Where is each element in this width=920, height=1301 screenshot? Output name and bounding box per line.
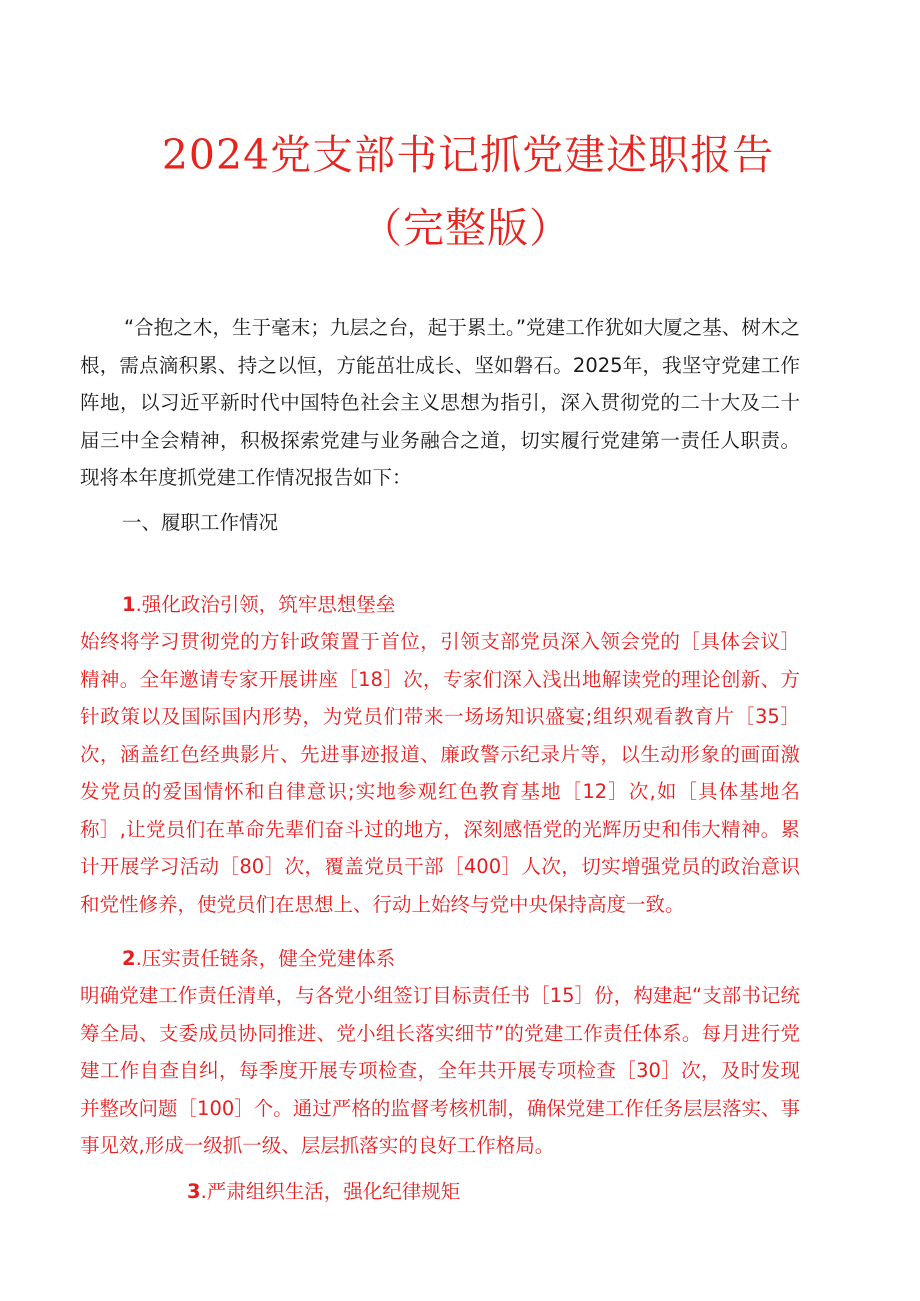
section-heading: 一、履职工作情况 (122, 511, 279, 534)
document-title: 2024党支部书记抓党建述职报告 (161, 131, 775, 179)
item-number: 1 (122, 593, 136, 616)
item-heading-2 (122, 940, 722, 978)
item-body-2: 明确党建工作责任清单，与各党小组签订目标责任书［15］份，构建起“支部书记统筹全局、支委成员协同推进、党小组长落实细节”的党建工作责任体系。每月进行党建工作自查自纠，每季度开展专项检查，全年共开展专项检查［30］次，及时发现并整改问题［100］个。通过严格的监督考核机制，确保党建工作任务层层落实、事事见效,形成一级抓一级、层层抓落实的良好工作格局。 (80, 984, 800, 1157)
item-heading-text: .压实责任链条，健全党建体系 (135, 947, 396, 970)
item-number: 2 (122, 947, 136, 970)
item-heading-3 (187, 1173, 787, 1211)
item-heading-text: .严肃组织生活，强化纪律规矩 (200, 1180, 461, 1203)
item-heading-1 (122, 586, 722, 624)
item-number: 3 (187, 1180, 201, 1203)
intro-paragraph: “合抱之木，生于毫末；九层之台，起于累土。”党建工作犹如大厦之基、树木之根，需点滴积累、持之以恒，方能茁壮成长、坚如磐石。2025年，我坚守党建工作阵地，以习近平新时代中国特色社会主义思想为指引，深入贯彻党的二十大及二十届三中全会精神，积极探索党建与业务融合之道，切实履行党建第一责任人职责。现将本年度抓党建工作情况报告如下： (80, 316, 800, 489)
document-subtitle: （完整版） (361, 204, 571, 252)
item-body-1: 始终将学习贯彻党的方针政策置于首位，引领支部党员深入领会党的［具体会议］精神。全年邀请专家开展讲座［18］次，专家们深入浅出地解读党的理论创新、方针政策以及国际国内形势，为党员们带来一场场知识盛宴;组织观看教育片［35］次，涵盖红色经典影片、先进事迹报道、廉政警示纪录片等，以生动形象的画面激发党员的爱国情怀和自律意识;实地参观红色教育基地［12］次,如［具体基地名称］,让党员们在革命先辈们奋斗过的地方，深刻感悟党的光辉历史和伟大精神。累计开展学习活动［80］次，覆盖党员干部［400］人次，切实增强党员的政治意识和党性修养，使党员们在思想上、行动上始终与党中央保持高度一致。 (80, 630, 800, 916)
item-heading-text: .强化政治引领，筑牢思想堡垒 (135, 593, 396, 616)
